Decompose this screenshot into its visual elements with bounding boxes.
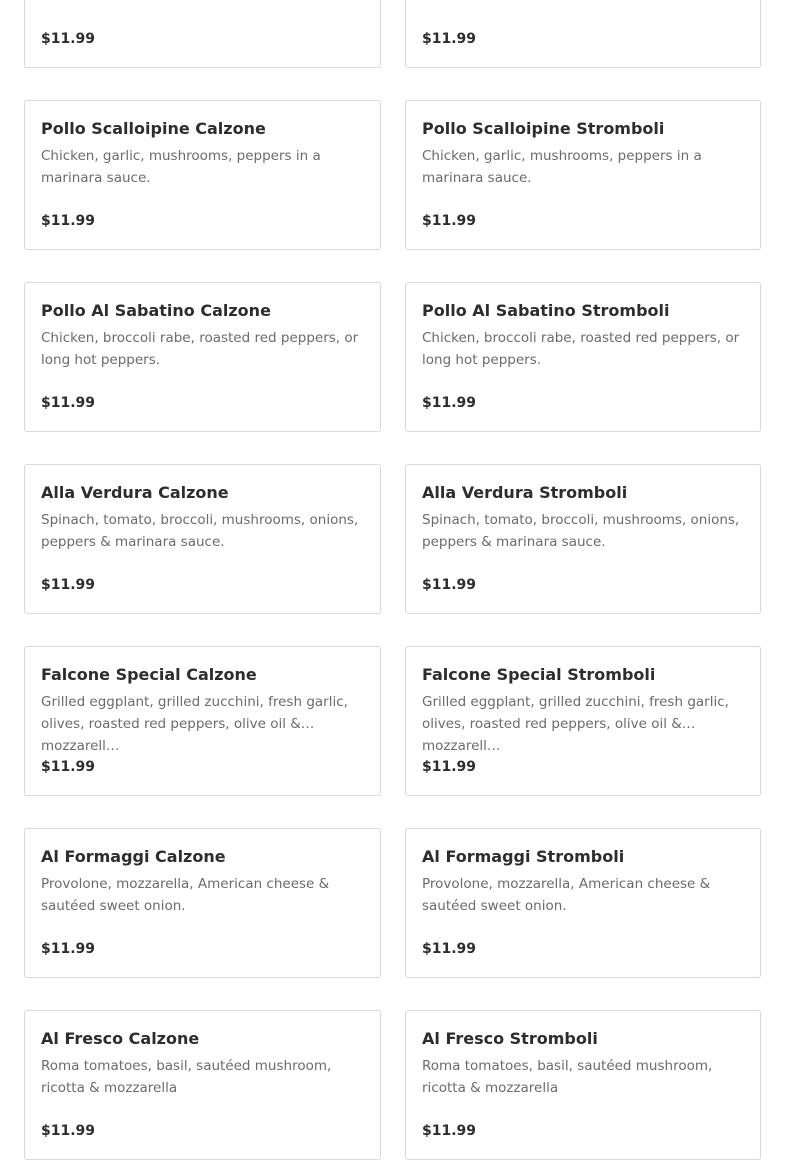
menu-item-description: Chicken, broccoli rabe, roasted red peppers, or long hot peppers. <box>422 330 740 368</box>
menu-item-description: Roma tomatoes, basil, sautéed mushroom, ricotta & mozzarella <box>41 1058 332 1096</box>
menu-item-title: Pollo Al Sabatino Calzone <box>41 301 271 320</box>
menu-item-card[interactable] <box>405 100 761 250</box>
menu-item-title: Falcone Special Stromboli <box>422 665 656 684</box>
menu-items-grid <box>24 0 761 1160</box>
menu-item-card[interactable] <box>24 828 381 978</box>
menu-item-card[interactable] <box>405 1010 761 1160</box>
menu-item-description: Roma tomatoes, basil, sautéed mushroom, ricotta & mozzarella <box>422 1058 713 1096</box>
menu-item-title: Al Formaggi Stromboli <box>422 847 625 866</box>
menu-item-price: $11.99 <box>41 577 96 593</box>
menu-item-card[interactable] <box>24 100 381 250</box>
menu-item-card[interactable] <box>405 282 761 432</box>
menu-item-price: $11.99 <box>422 759 477 775</box>
menu-item-title: Al Formaggi Calzone <box>41 847 226 866</box>
menu-item-title: Pollo Scalloipine Stromboli <box>422 119 665 138</box>
menu-item-title: Alla Verdura Stromboli <box>422 483 628 502</box>
menu-item-card[interactable] <box>24 464 381 614</box>
menu-item-title: Pollo Scalloipine Calzone <box>41 119 266 138</box>
menu-item-card[interactable] <box>24 646 381 796</box>
menu-item-card[interactable] <box>405 828 761 978</box>
menu-item-description: Chicken, garlic, mushrooms, peppers in a marinara sauce. <box>422 148 702 186</box>
menu-item-description <box>41 0 364 7</box>
menu-item-title: Al Fresco Calzone <box>41 1029 200 1048</box>
menu-item-price: $11.99 <box>41 1123 96 1139</box>
menu-item-price: $11.99 <box>41 395 96 411</box>
menu-item-description <box>422 0 744 7</box>
menu-item-price: $11.99 <box>422 213 477 229</box>
menu-item-description: Provolone, mozzarella, American cheese & sautéed sweet onion. <box>41 876 330 914</box>
menu-item-description: Spinach, tomato, broccoli, mushrooms, onions, peppers & marinara sauce. <box>41 512 359 550</box>
menu-item-title: Falcone Special Calzone <box>41 665 257 684</box>
menu-item-card[interactable] <box>405 464 761 614</box>
menu-item-price: $11.99 <box>422 1123 477 1139</box>
menu-item-card[interactable] <box>405 0 761 68</box>
menu-item-price: $11.99 <box>41 213 96 229</box>
menu-item-price: $11.99 <box>41 759 96 775</box>
menu-item-title: Pollo Al Sabatino Stromboli <box>422 301 670 320</box>
menu-item-price: $11.99 <box>41 941 96 957</box>
menu-item-price: $11.99 <box>422 31 477 47</box>
menu-item-price: $11.99 <box>41 31 96 47</box>
menu-item-price: $11.99 <box>422 577 477 593</box>
menu-item-price: $11.99 <box>422 941 477 957</box>
menu-item-card[interactable] <box>24 1010 381 1160</box>
menu-item-price: $11.99 <box>422 395 477 411</box>
menu-item-title: Al Fresco Stromboli <box>422 1029 598 1048</box>
menu-item-description: Grilled eggplant, grilled zucchini, fresh garlic, olives, roasted red peppers, olive oil & mozzarell… <box>41 694 348 754</box>
menu-item-description: Provolone, mozzarella, American cheese & sautéed sweet onion. <box>422 876 711 914</box>
menu-item-description: Grilled eggplant, grilled zucchini, fresh garlic, olives, roasted red peppers, olive oil & mozzarell… <box>422 694 729 754</box>
menu-item-card[interactable] <box>24 282 381 432</box>
menu-item-description: Chicken, broccoli rabe, roasted red peppers, or long hot peppers. <box>41 330 359 368</box>
menu-item-description: Chicken, garlic, mushrooms, peppers in a marinara sauce. <box>41 148 321 186</box>
menu-item-card[interactable] <box>24 0 381 68</box>
menu-item-description: Spinach, tomato, broccoli, mushrooms, onions, peppers & marinara sauce. <box>422 512 740 550</box>
menu-item-title: Alla Verdura Calzone <box>41 483 229 502</box>
menu-item-card[interactable] <box>405 646 761 796</box>
